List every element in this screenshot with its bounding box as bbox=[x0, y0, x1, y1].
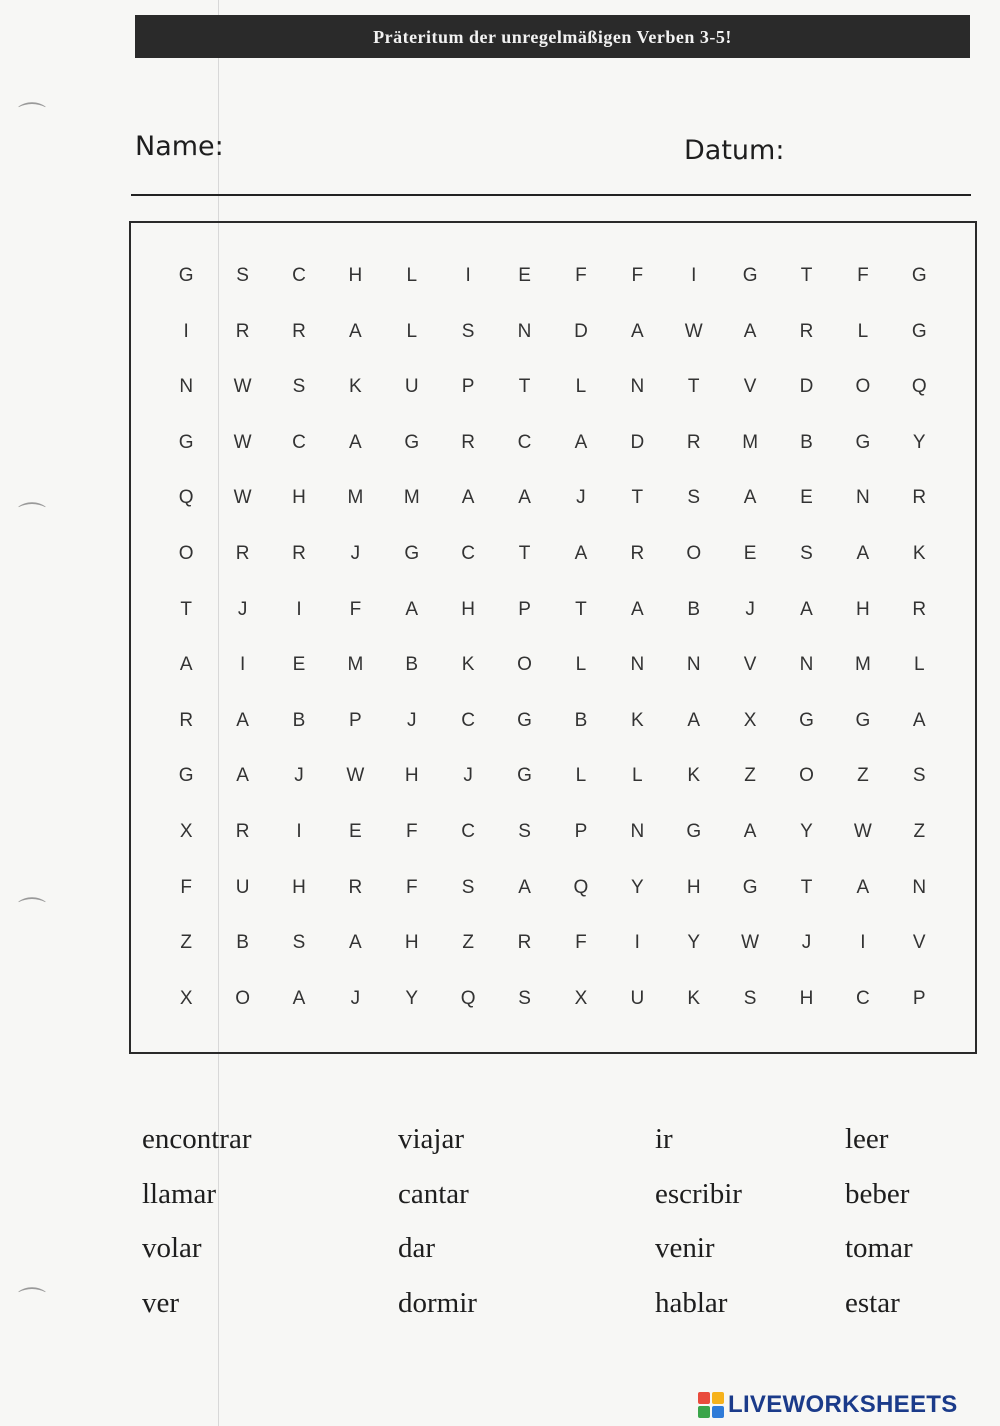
grid-letter[interactable]: M bbox=[854, 654, 871, 676]
name-date-underline bbox=[131, 194, 971, 196]
grid-letter[interactable]: L bbox=[857, 320, 869, 342]
grid-letter[interactable]: G bbox=[855, 709, 871, 731]
grid-letter[interactable]: Q bbox=[460, 987, 476, 1009]
word-list-item: dar bbox=[398, 1232, 436, 1264]
grid-letter[interactable]: F bbox=[631, 265, 644, 286]
grid-letter[interactable]: W bbox=[346, 765, 365, 787]
grid-letter[interactable]: X bbox=[179, 820, 193, 842]
grid-letter[interactable]: T bbox=[518, 376, 531, 398]
grid-letter[interactable]: C bbox=[461, 709, 476, 731]
grid-letter[interactable]: C bbox=[461, 542, 476, 564]
punch-hole-mark: ⌒ bbox=[18, 895, 47, 928]
grid-letter[interactable]: O bbox=[686, 542, 702, 564]
grid-letter[interactable]: R bbox=[235, 542, 250, 564]
grid-letter[interactable]: G bbox=[517, 709, 532, 731]
grid-letter[interactable]: A bbox=[800, 598, 813, 620]
grid-letter[interactable]: A bbox=[461, 487, 475, 509]
grid-letter[interactable]: R bbox=[348, 876, 363, 898]
grid-letter[interactable]: A bbox=[236, 765, 249, 787]
liveworksheets-logo bbox=[698, 1390, 958, 1420]
grid-letter[interactable]: O bbox=[178, 542, 194, 564]
grid-letter[interactable]: J bbox=[350, 987, 361, 1009]
grid-letter[interactable]: U bbox=[404, 376, 419, 398]
grid-letter[interactable]: J bbox=[801, 932, 812, 954]
grid-letter[interactable]: R bbox=[799, 320, 814, 342]
name-label: Name: bbox=[135, 131, 224, 162]
grid-letter[interactable]: V bbox=[743, 376, 757, 398]
grid-letter[interactable]: A bbox=[856, 542, 870, 564]
grid-letter[interactable]: A bbox=[743, 320, 757, 342]
grid-letter[interactable]: G bbox=[742, 265, 758, 286]
grid-letter[interactable]: O bbox=[799, 765, 814, 787]
logo-icon bbox=[698, 1392, 724, 1418]
grid-letter[interactable]: A bbox=[518, 876, 531, 898]
grid-letter[interactable]: G bbox=[855, 431, 871, 453]
date-label: Datum: bbox=[684, 135, 785, 166]
grid-letter[interactable]: G bbox=[911, 320, 927, 342]
grid-letter[interactable]: W bbox=[233, 376, 252, 398]
logo-square bbox=[698, 1406, 710, 1418]
grid-letter[interactable]: U bbox=[630, 987, 645, 1009]
grid-letter[interactable]: S bbox=[461, 320, 475, 342]
grid-letter[interactable]: A bbox=[292, 987, 306, 1009]
grid-letter[interactable]: H bbox=[292, 876, 306, 898]
word-list-item: viajar bbox=[398, 1123, 465, 1155]
word-list-item: ir bbox=[655, 1123, 673, 1155]
word-list-item: dormir bbox=[398, 1286, 477, 1319]
grid-letter[interactable]: F bbox=[349, 598, 362, 620]
grid-letter[interactable]: S bbox=[912, 765, 926, 787]
grid-letter[interactable]: A bbox=[405, 598, 419, 620]
word-list-item: hablar bbox=[655, 1286, 728, 1319]
grid-letter[interactable]: N bbox=[179, 376, 194, 398]
grid-letter[interactable]: N bbox=[630, 820, 645, 842]
grid-letter[interactable]: T bbox=[631, 487, 644, 509]
grid-letter[interactable]: K bbox=[630, 709, 644, 731]
grid-letter[interactable]: F bbox=[857, 265, 869, 286]
grid-letter[interactable]: F bbox=[180, 876, 192, 898]
grid-letter[interactable]: J bbox=[237, 598, 248, 620]
grid-letter[interactable]: M bbox=[347, 487, 364, 509]
grid-letter[interactable]: A bbox=[912, 709, 926, 731]
grid-letter[interactable]: H bbox=[856, 598, 870, 620]
grid-letter[interactable]: T bbox=[800, 265, 813, 286]
grid-letter[interactable]: W bbox=[853, 820, 872, 842]
grid-letter[interactable]: J bbox=[407, 709, 417, 731]
grid-letter[interactable]: L bbox=[575, 376, 587, 398]
grid-letter[interactable]: K bbox=[912, 542, 926, 564]
grid-letter[interactable]: I bbox=[239, 654, 246, 676]
grid-letter[interactable]: S bbox=[743, 987, 757, 1009]
grid-letter[interactable]: R bbox=[235, 820, 250, 842]
grid-letter[interactable]: G bbox=[178, 265, 194, 286]
grid-letter[interactable]: R bbox=[630, 542, 645, 564]
grid-letter[interactable]: P bbox=[461, 376, 475, 398]
grid-letter[interactable]: C bbox=[292, 265, 306, 286]
grid-letter[interactable]: B bbox=[687, 598, 701, 620]
grid-letter[interactable]: R bbox=[686, 431, 701, 453]
grid-letter[interactable]: Z bbox=[744, 765, 756, 787]
grid-letter[interactable]: Q bbox=[573, 876, 589, 898]
grid-letter[interactable]: O bbox=[855, 376, 871, 398]
grid-letter[interactable]: K bbox=[687, 765, 701, 787]
grid-letter[interactable]: Z bbox=[462, 932, 474, 954]
word-list-item: tomar bbox=[845, 1232, 913, 1264]
grid-letter[interactable]: H bbox=[348, 265, 363, 286]
grid-letter[interactable]: P bbox=[349, 709, 362, 731]
grid-letter[interactable]: A bbox=[856, 876, 870, 898]
logo-square bbox=[698, 1392, 710, 1404]
grid-letter[interactable]: Y bbox=[912, 431, 926, 453]
grid-letter[interactable]: D bbox=[799, 376, 814, 398]
grid-letter[interactable]: R bbox=[517, 932, 532, 954]
grid-letter[interactable]: R bbox=[912, 487, 927, 509]
grid-letter[interactable]: B bbox=[236, 932, 249, 954]
grid-letter[interactable]: L bbox=[575, 654, 587, 676]
grid-letter[interactable]: L bbox=[575, 765, 587, 787]
grid-letter[interactable]: E bbox=[518, 265, 531, 286]
grid-letter[interactable]: H bbox=[799, 987, 814, 1009]
grid-letter[interactable]: E bbox=[349, 820, 362, 842]
grid-letter[interactable]: A bbox=[630, 320, 644, 342]
logo-square bbox=[712, 1406, 724, 1418]
grid-letter[interactable]: Y bbox=[405, 987, 419, 1009]
grid-letter[interactable]: M bbox=[347, 654, 364, 676]
word-list-item: llamar bbox=[142, 1177, 217, 1210]
grid-letter[interactable]: L bbox=[406, 265, 418, 286]
grid-letter[interactable]: R bbox=[235, 320, 250, 342]
grid-letter[interactable]: J bbox=[576, 487, 586, 509]
grid-letter[interactable]: B bbox=[292, 709, 306, 731]
punch-hole-mark: ⌒ bbox=[18, 500, 47, 533]
word-list-item: leer bbox=[845, 1123, 889, 1155]
grid-letter[interactable]: B bbox=[800, 431, 813, 453]
grid-letter[interactable]: G bbox=[742, 876, 758, 898]
punch-hole-mark: ⌒ bbox=[18, 1285, 47, 1318]
worksheet-title: Präteritum der unregelmäßigen Verben 3-5! bbox=[135, 15, 970, 58]
grid-letter[interactable]: H bbox=[292, 487, 306, 509]
grid-letter[interactable]: D bbox=[574, 320, 588, 342]
grid-letter[interactable]: L bbox=[406, 320, 418, 342]
grid-letter[interactable]: I bbox=[634, 932, 640, 954]
grid-letter[interactable]: R bbox=[292, 320, 306, 342]
grid-letter[interactable]: M bbox=[403, 487, 420, 509]
grid-letter[interactable]: H bbox=[404, 932, 419, 954]
grid-letter[interactable]: A bbox=[574, 542, 588, 564]
grid-letter[interactable]: N bbox=[630, 654, 645, 676]
grid-letter[interactable]: N bbox=[517, 320, 532, 342]
grid-letter[interactable]: E bbox=[743, 542, 757, 564]
grid-letter[interactable]: J bbox=[463, 765, 473, 787]
grid-letter[interactable]: G bbox=[799, 709, 814, 731]
grid-letter[interactable]: A bbox=[743, 820, 757, 842]
grid-letter[interactable]: S bbox=[461, 876, 475, 898]
punch-hole-mark: ⌒ bbox=[18, 100, 47, 133]
grid-letter[interactable]: J bbox=[745, 598, 755, 620]
grid-letter[interactable]: V bbox=[912, 932, 926, 954]
grid-letter[interactable]: F bbox=[575, 932, 587, 954]
grid-letter[interactable]: I bbox=[860, 932, 866, 954]
grid-letter[interactable]: N bbox=[686, 654, 701, 676]
grid-letter[interactable]: F bbox=[405, 876, 418, 898]
word-list-item: beber bbox=[845, 1177, 910, 1210]
grid-letter[interactable]: P bbox=[912, 987, 926, 1009]
grid-letter[interactable]: R bbox=[292, 542, 306, 564]
grid-letter[interactable]: I bbox=[183, 320, 189, 342]
grid-letter[interactable]: A bbox=[349, 320, 362, 342]
grid-letter[interactable]: Z bbox=[180, 932, 192, 954]
grid-letter[interactable]: C bbox=[517, 431, 532, 453]
grid-letter[interactable]: E bbox=[800, 487, 813, 509]
logo-text: LIVEWORKSHEETS bbox=[728, 1391, 958, 1418]
grid-letter[interactable]: A bbox=[743, 487, 757, 509]
grid-letter[interactable]: G bbox=[911, 265, 927, 286]
grid-letter[interactable]: E bbox=[292, 654, 306, 676]
grid-letter[interactable]: W bbox=[684, 320, 703, 342]
grid-letter[interactable]: T bbox=[800, 876, 813, 898]
grid-letter[interactable]: C bbox=[856, 987, 870, 1009]
grid-letter[interactable]: A bbox=[236, 709, 249, 731]
grid-letter[interactable]: C bbox=[461, 820, 476, 842]
word-list-item: estar bbox=[845, 1286, 900, 1319]
grid-letter[interactable]: L bbox=[632, 765, 643, 787]
grid-letter[interactable]: A bbox=[518, 487, 531, 509]
grid-letter[interactable]: A bbox=[574, 431, 588, 453]
grid-letter[interactable]: N bbox=[799, 654, 814, 676]
grid-letter[interactable]: O bbox=[517, 654, 532, 676]
grid-letter[interactable]: S bbox=[687, 487, 701, 509]
grid-letter[interactable]: I bbox=[296, 820, 302, 842]
grid-letter[interactable]: W bbox=[741, 932, 760, 954]
grid-letter[interactable]: N bbox=[856, 487, 870, 509]
grid-letter[interactable]: K bbox=[687, 987, 701, 1009]
grid-letter[interactable]: R bbox=[179, 709, 194, 731]
grid-letter[interactable]: R bbox=[461, 431, 476, 453]
word-list-item: venir bbox=[655, 1232, 715, 1264]
grid-letter[interactable]: U bbox=[235, 876, 250, 898]
word-list-item: ver bbox=[142, 1286, 180, 1319]
grid-letter[interactable]: Y bbox=[687, 932, 701, 954]
grid-letter[interactable]: S bbox=[518, 820, 531, 842]
word-list-item: encontrar bbox=[142, 1123, 252, 1155]
grid-letter[interactable]: X bbox=[743, 709, 757, 731]
grid-letter[interactable]: W bbox=[233, 431, 252, 453]
word-search-grid bbox=[158, 248, 948, 1026]
grid-letter[interactable]: J bbox=[350, 542, 361, 564]
grid-letter[interactable]: T bbox=[180, 598, 192, 620]
grid-letter[interactable]: O bbox=[235, 987, 250, 1009]
grid-letter[interactable]: S bbox=[518, 987, 531, 1009]
grid-letter[interactable]: H bbox=[686, 876, 701, 898]
grid-letter[interactable]: A bbox=[349, 932, 362, 954]
grid-letter[interactable]: S bbox=[292, 376, 306, 398]
grid-letter[interactable]: J bbox=[294, 765, 304, 787]
grid-letter[interactable]: G bbox=[178, 431, 194, 453]
grid-letter[interactable]: M bbox=[742, 431, 759, 453]
grid-letter[interactable]: Y bbox=[800, 820, 813, 842]
grid-letter[interactable]: Q bbox=[178, 487, 194, 509]
grid-letter[interactable]: L bbox=[913, 654, 925, 676]
grid-letter[interactable]: K bbox=[349, 376, 362, 398]
grid-letter[interactable]: G bbox=[517, 765, 532, 787]
grid-letter[interactable]: G bbox=[178, 765, 194, 787]
grid-letter[interactable]: S bbox=[236, 265, 249, 286]
grid-letter[interactable]: G bbox=[404, 542, 420, 564]
grid-letter[interactable]: I bbox=[296, 598, 302, 620]
grid-letter[interactable]: K bbox=[461, 654, 475, 676]
grid-letter[interactable]: D bbox=[630, 431, 645, 453]
grid-letter[interactable]: B bbox=[574, 709, 588, 731]
word-list-item: volar bbox=[142, 1232, 202, 1264]
grid-letter[interactable]: X bbox=[179, 987, 193, 1009]
grid-letter[interactable]: X bbox=[574, 987, 588, 1009]
grid-letter[interactable]: H bbox=[404, 765, 419, 787]
grid-letter[interactable]: R bbox=[912, 598, 927, 620]
grid-letter[interactable]: F bbox=[575, 265, 587, 286]
grid-letter[interactable]: V bbox=[743, 654, 757, 676]
grid-letter[interactable]: Z bbox=[857, 765, 869, 787]
word-list bbox=[142, 1112, 962, 1330]
grid-letter[interactable]: Y bbox=[630, 876, 644, 898]
grid-letter[interactable]: P bbox=[518, 598, 531, 620]
grid-letter[interactable]: I bbox=[465, 265, 471, 286]
grid-letter[interactable]: F bbox=[405, 820, 418, 842]
grid-letter[interactable]: I bbox=[691, 265, 697, 286]
grid-letter[interactable]: P bbox=[574, 820, 588, 842]
grid-letter[interactable]: T bbox=[575, 598, 587, 620]
grid-letter[interactable]: H bbox=[461, 598, 476, 620]
grid-letter[interactable]: B bbox=[405, 654, 419, 676]
grid-letter[interactable]: A bbox=[349, 431, 362, 453]
logo-square bbox=[712, 1392, 724, 1404]
grid-letter[interactable]: Q bbox=[911, 376, 927, 398]
grid-letter[interactable]: T bbox=[518, 542, 531, 564]
grid-letter[interactable]: S bbox=[800, 542, 813, 564]
grid-letter[interactable]: N bbox=[630, 376, 645, 398]
grid-letter[interactable]: Z bbox=[913, 820, 926, 842]
grid-letter[interactable]: A bbox=[687, 709, 701, 731]
grid-letter[interactable]: A bbox=[630, 598, 644, 620]
grid-letter[interactable]: C bbox=[292, 431, 306, 453]
word-list-item: escribir bbox=[655, 1177, 742, 1210]
grid-letter[interactable]: T bbox=[687, 376, 700, 398]
grid-letter[interactable]: G bbox=[404, 431, 420, 453]
grid-letter[interactable]: S bbox=[292, 932, 306, 954]
grid-letter[interactable]: A bbox=[179, 654, 193, 676]
grid-letter[interactable]: G bbox=[686, 820, 702, 842]
grid-letter[interactable]: N bbox=[912, 876, 927, 898]
word-list-item: cantar bbox=[398, 1177, 469, 1210]
grid-letter[interactable]: W bbox=[233, 487, 252, 509]
